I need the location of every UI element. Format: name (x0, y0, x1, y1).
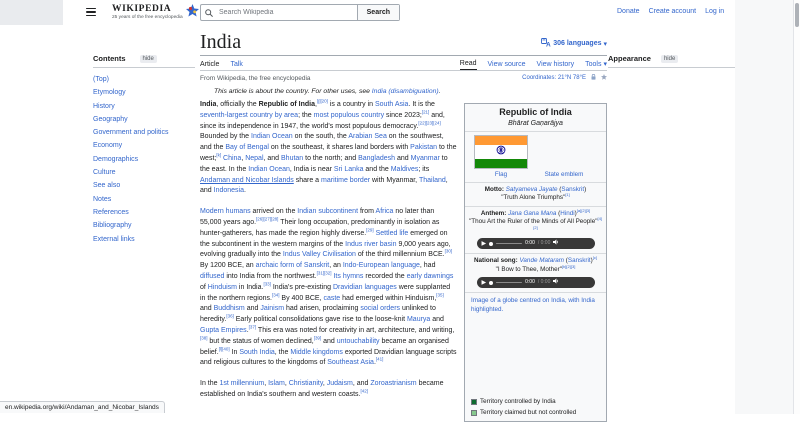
inline-link[interactable]: Gupta Empires (200, 326, 247, 334)
reference-link[interactable]: [30] (444, 249, 453, 255)
india-flag-image[interactable] (474, 135, 528, 169)
reference-link[interactable]: [26][27][28] (256, 216, 279, 222)
inline-link[interactable]: Satyameva Jayate (505, 185, 558, 193)
reference-link[interactable]: [29] (366, 227, 374, 233)
inline-link[interactable]: Its hymns (333, 272, 364, 280)
inline-link[interactable]: Southeast Asia (327, 359, 374, 367)
reference-link[interactable]: [37] (248, 324, 257, 330)
inline-link[interactable]: early dawnings (406, 272, 454, 280)
link-hover-status-bar (0, 401, 165, 413)
inline-link[interactable]: most populous country (313, 111, 385, 119)
inline-link[interactable]: seventh-largest country by area (200, 111, 299, 119)
inline-link[interactable]: caste (323, 294, 341, 302)
infobox-title: Republic of India (499, 107, 572, 117)
search-bar (200, 4, 400, 21)
inline-link[interactable]: Nepal (245, 154, 264, 162)
seek-handle[interactable] (489, 281, 493, 285)
wikipedia-logo[interactable] (112, 4, 199, 22)
inline-link[interactable]: Christianity (288, 380, 323, 388)
appearance-title: Appearance (608, 54, 651, 63)
play-icon[interactable]: ▶ (481, 279, 487, 286)
main-menu-icon[interactable] (86, 8, 96, 18)
inline-link[interactable]: Vande Mataram (519, 257, 565, 265)
inline-link[interactable]: Dravidian languages (332, 283, 397, 291)
inline-link[interactable]: China (223, 154, 242, 162)
reference-link[interactable]: [b][2][3] (561, 263, 576, 269)
inline-link[interactable]: maritime border (321, 176, 371, 184)
inline-link[interactable]: Modern humans (200, 208, 251, 216)
reference-link[interactable]: [1] (565, 192, 570, 198)
hatnote: This article is about the country. For other uses, see India (disambiguation). (214, 88, 441, 95)
infobox-native-name: Bhārat Gaṇarājya (508, 119, 563, 127)
inline-link[interactable]: Hindi (560, 209, 575, 217)
status-url: en.wikipedia.org/wiki/Andaman_and_Nicobar_Islands (5, 404, 159, 411)
inline-link[interactable]: Maldives (390, 165, 419, 173)
contents-hide-button[interactable]: hide (140, 55, 157, 63)
search-icon (201, 5, 217, 20)
reference-link[interactable]: [c] (592, 255, 598, 261)
inline-link[interactable]: Hinduism (207, 283, 237, 291)
inline-link[interactable]: Sri Lanka (333, 165, 364, 173)
inline-link[interactable]: Myanmar (410, 154, 440, 162)
inline-link[interactable]: Buddhism (213, 305, 245, 313)
inline-link[interactable]: Judaism (326, 380, 353, 388)
speaker-icon[interactable] (553, 239, 559, 249)
scrollbar-thumb[interactable] (795, 3, 799, 27)
inline-link[interactable]: Bay of Bengal (225, 144, 269, 152)
svg-text:A: A (546, 41, 551, 47)
time-total: / 0:00 (537, 279, 551, 286)
play-icon[interactable]: ▶ (481, 240, 487, 247)
reference-link[interactable]: [35] (436, 292, 444, 298)
page-title: India (200, 31, 242, 53)
reference-link[interactable]: [j][20] (316, 98, 328, 104)
donate-link[interactable]: Donate (617, 8, 640, 15)
article-tabs (200, 56, 607, 71)
reference-link[interactable]: [l][40] (218, 346, 230, 352)
tab-talk[interactable]: Talk (230, 61, 243, 68)
reference-link[interactable]: [42] (360, 388, 368, 394)
inline-link[interactable]: social orders (360, 305, 401, 313)
article-body (200, 98, 607, 416)
logo-tagline: 25 years of the free encyclopedia (112, 15, 183, 21)
tab-article[interactable]: Article (200, 61, 220, 68)
reference-link[interactable]: [a][2][3] (576, 207, 591, 213)
corner-block (0, 0, 63, 25)
inline-link[interactable]: Bangladesh (358, 154, 396, 162)
inline-link[interactable]: Zoroastrianism (370, 380, 417, 388)
inline-link[interactable]: Indonesia (213, 187, 244, 195)
site-subtitle: From Wikipedia, the free encyclopedia (200, 74, 311, 82)
featured-star-icon[interactable] (601, 74, 607, 82)
reference-link[interactable]: [39] (313, 335, 322, 341)
motto-line1: Motto: Satyameva Jayate (Sanskrit) (484, 185, 587, 193)
sidebar-item-bibliography[interactable]: Bibliography (93, 222, 132, 230)
inline-link[interactable]: Jainism (260, 305, 285, 313)
sidebar-item-external-links[interactable]: External links (93, 235, 135, 243)
inline-link[interactable]: Indus Valley Civilisation (282, 251, 356, 259)
inline-link[interactable]: South Asia (374, 101, 409, 108)
paragraph-lead: India, officially the Republic of India,[j][20] is a country in South Asia. It is the seventh-largest country by area; the most populous country since 2023;[21] and, since its independence in 1947, the world's most populous democracy.[22][23][24] Bounded by the Indian Ocean on the south, the Arabian Sea on the southwest, and the Bay of Bengal on the southeast, it shares land borders with Pakistan to the west;[k] China, Nepal, and Bhutan to the north; and Bangladesh and Myanmar to the east. In the Indian Ocean, India is near Sri Lanka and the Maldives; its Andaman and Nicobar Islands share a maritime border with Myanmar, Thailand, and Indonesia. (200, 98, 457, 195)
user-links (617, 8, 724, 15)
inline-link[interactable]: Thailand (418, 176, 446, 184)
log-in-link[interactable]: Log in (705, 8, 725, 15)
main-content (200, 30, 607, 427)
inline-link[interactable]: Sanskrit (561, 185, 585, 193)
languages-count: 306 languages (553, 40, 602, 47)
reference-link[interactable]: [4][2] (533, 216, 602, 230)
inline-link[interactable]: Indian Ocean (248, 165, 290, 173)
infobox-country (464, 103, 607, 422)
coordinates (522, 74, 607, 82)
sidebar-item-economy[interactable]: Economy (93, 142, 123, 150)
scrollbar[interactable] (793, 0, 800, 414)
tab-read[interactable]: Read (460, 60, 477, 70)
anthem-line1: Anthem: Jana Gana Mana (Hindi)[a][2][3] (480, 207, 591, 217)
inline-link[interactable]: Andaman and Nicobar Islands (200, 176, 294, 184)
song-line1: National song: Vande Mataram (Sanskrit)[c] (473, 255, 598, 265)
india-globe-map-alt-link[interactable]: Image of a globe centred on India, with India highlighted. (471, 297, 595, 313)
flag-caption-link[interactable]: Flag (494, 171, 508, 179)
top-bar (0, 0, 800, 25)
song-line2: "I Bow to Thee, Mother"[b][2][3] (495, 263, 576, 273)
coordinates-link[interactable]: Coordinates: 21°N 78°E (522, 75, 586, 81)
speaker-icon[interactable] (553, 278, 559, 288)
inline-link[interactable]: archaic form of Sanskrit (255, 262, 330, 270)
inline-link[interactable]: untouchability (336, 337, 380, 345)
create-account-link[interactable]: Create account (648, 8, 697, 15)
reference-link[interactable]: [41] (375, 357, 384, 362)
inline-link[interactable]: Bhutan (281, 154, 304, 162)
paragraph-history-1: Modern humans arrived on the Indian subcontinent from Africa no later than 55,000 years ago.[26][27][28] Their long occupation, predominantly in isolation as hunter-gatherers, has made the region highly diverse.[29] Settled life emerged on the subcontinent in the western margins of the Indus river basin 9,000 years ago, evolving gradually into the Indus Valley Civilisation of the third millennium BCE.[30] By 1200 BCE, an archaic form of Sanskrit, an Indo-European language, had diffused into India from the northwest.[31][32] Its hymns recorded the early dawnings of Hinduism in India.[33] India's pre-existing Dravidian languages were supplanted in the northern regions.[34] By 400 BCE, caste had emerged within Hinduism,[35] and Buddhism and Jainism had arisen, proclaiming social orders unlinked to heredity.[36] Early political consolidations gave rise to the loose-knit Maurya and Gupta Empires.[37] This era was noted for creativity in art, architecture, and writing,[38] but the status of women declined,[39] and untouchability became an organised belief.[l][40] In South India, the Middle kingdoms exported Dravidian language scripts and religious cultures to the kingdoms of Southeast Asia.[41] (200, 208, 457, 367)
legend-swatch-claimed (471, 410, 477, 416)
contents-title: Contents (93, 54, 126, 63)
tools-menu[interactable]: Tools ▾ (585, 60, 607, 68)
reference-link[interactable]: [33] (263, 281, 271, 287)
sidebar-item-references[interactable]: References (93, 208, 129, 216)
time-current: 0:00 (525, 240, 535, 247)
seek-track[interactable] (496, 243, 522, 245)
chevron-down-icon: ▾ (603, 61, 607, 68)
chevron-down-icon: ▾ (603, 40, 607, 48)
puzzle-globe-icon (186, 4, 199, 22)
reference-link[interactable]: [k] (216, 152, 222, 158)
time-total: / 0:00 (537, 240, 551, 247)
inline-link[interactable]: Sanskrit (567, 257, 591, 265)
reference-link[interactable]: [22][23][24] (418, 120, 441, 126)
seek-track[interactable] (496, 282, 522, 284)
legend-territory-controlled: Territory controlled by India (469, 397, 602, 408)
reference-link[interactable]: [34] (272, 292, 280, 298)
inline-link[interactable]: Islam (268, 380, 285, 388)
ashoka-chakra-icon (496, 145, 506, 159)
inline-link[interactable]: Indian Ocean (251, 133, 293, 141)
search-button[interactable]: Search (357, 5, 399, 20)
paragraph-history-2: In the 1st millennium, Islam, Christianity, Judaism, and Zoroastrianism became established on India's southern and western coasts.[42] (200, 380, 444, 398)
padlock-icon[interactable] (591, 74, 596, 82)
inline-link[interactable]: diffused (200, 272, 225, 280)
logo-title: WIKIPEDIA (112, 4, 172, 15)
inline-link[interactable]: 1st millennium (219, 380, 265, 388)
sidebar-item-geography[interactable]: Geography (93, 115, 128, 123)
seek-handle[interactable] (489, 242, 493, 246)
languages-button[interactable] (541, 38, 607, 49)
sidebar-item-culture[interactable]: Culture (93, 169, 116, 177)
reference-link[interactable]: [38] (200, 335, 208, 341)
sidebar-item-top[interactable]: (Top) (93, 76, 109, 83)
inline-link[interactable]: Africa (375, 208, 394, 216)
inline-link[interactable]: Pakistan (410, 144, 438, 152)
tab-view-source[interactable]: View source (487, 61, 526, 68)
inline-link[interactable]: Indo-European language (342, 262, 420, 270)
search-input[interactable] (217, 5, 357, 20)
legend-swatch-controlled (471, 399, 477, 405)
sidebar-item-government-and-politics[interactable]: Government and politics (93, 129, 169, 137)
sidebar-item-etymology[interactable]: Etymology (93, 89, 126, 97)
legend-territory-claimed: Territory claimed but not controlled (469, 408, 602, 419)
motto-line2: "Truth Alone Triumphs"[1] (501, 192, 570, 202)
sidebar-item-notes[interactable]: Notes (93, 195, 112, 203)
sidebar-item-history[interactable]: History (93, 102, 115, 110)
inline-link[interactable]: Maurya (406, 316, 431, 324)
inline-link[interactable]: India (disambiguation) (371, 88, 439, 95)
appearance-hide-button[interactable]: hide (661, 55, 678, 63)
time-current: 0:00 (525, 279, 535, 286)
anthem-line2: "Thou Art the Ruler of the Minds of All People"[4][2] (469, 216, 602, 230)
inline-link[interactable]: Indian subcontinent (297, 208, 359, 216)
inline-link[interactable]: Arabian Sea (348, 133, 387, 141)
inline-link[interactable]: Jana Gana Mana (508, 209, 557, 217)
tab-view-history[interactable]: View history (536, 61, 575, 68)
sidebar-item-see-also[interactable]: See also (93, 182, 121, 190)
anthem-audio-player[interactable] (477, 238, 595, 249)
sidebar-item-demographics[interactable]: Demographics (93, 155, 139, 163)
inline-link[interactable]: Indus river basin (345, 240, 397, 248)
reference-link[interactable]: [21] (421, 109, 430, 115)
song-audio-player[interactable] (477, 277, 595, 288)
inline-link[interactable]: South India (239, 348, 275, 356)
right-margin-strip (735, 0, 793, 414)
inline-link[interactable]: Middle kingdoms (290, 348, 343, 356)
reference-link[interactable]: [31][32] (316, 270, 332, 276)
contents-sidebar (93, 54, 195, 246)
translate-icon (541, 38, 551, 49)
appearance-panel (608, 54, 735, 68)
inline-link[interactable]: Settled life (375, 229, 409, 237)
state-emblem-link[interactable]: State emblem (544, 171, 584, 179)
contents-list (93, 73, 195, 246)
reference-link[interactable]: [36] (226, 313, 234, 319)
